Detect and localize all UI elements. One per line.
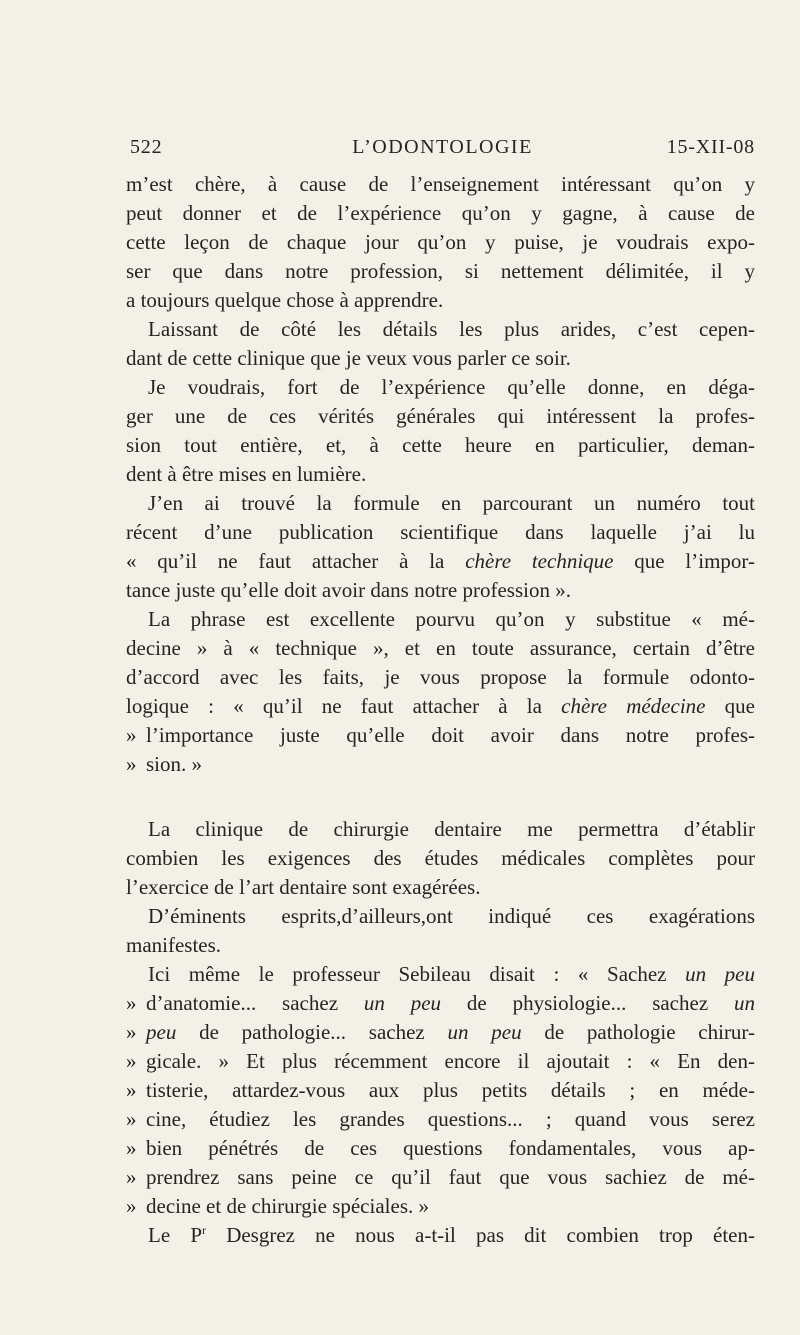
text-segment: decine et de chirurgie spéciales. » [146,1194,429,1218]
text-line: sion tout entière, et, à cette heure en particulier, deman- [126,433,755,457]
text-line: tance juste qu’elle doit avoir dans notre profession ». [126,578,571,602]
text-segment: cine, étudiez les grandes questions... ; quand vous serez [146,1107,755,1131]
text-line: J’en ai trouvé la formule en parcourant un numéro tout [148,491,755,515]
text-segment: que [705,694,755,718]
text-line [126,989,755,1018]
text-line: D’éminents esprits,d’ailleurs,ont indiqué ces exagérations [148,904,755,928]
text-segment: Le P [148,1223,203,1247]
superscript: r [202,1223,207,1237]
text-line: peut donner et de l’expérience qu’on y gagne, à cause de [126,201,755,225]
text-segment: de physiologie... sachez [441,991,734,1015]
text-segment: l’importance juste qu’elle doit avoir dans notre profes- [146,723,755,747]
text-segment: tisterie, attardez-vous aux plus petits détails ; en méde- [146,1078,755,1102]
text-segment: Ici même le professeur Sebileau disait : « Sachez [148,962,686,986]
italic-phrase: un peu [447,1020,522,1044]
paragraph [126,605,755,779]
text-segment: bien pénétrés de ces questions fondamentales, vous ap- [146,1136,755,1160]
text-line [126,1047,755,1076]
text-segment: de pathologie chirur- [521,1020,756,1044]
section-gap [126,779,755,815]
text-line [126,1105,755,1134]
text-line [126,721,755,750]
text-line: manifestes. [126,933,222,957]
issue-date: 15-XII-08 [666,136,755,158]
italic-phrase: un peu [685,962,755,986]
text-line [126,1076,755,1105]
paragraph [126,960,755,1221]
quote-mark: » [126,723,137,747]
text-line: dent à être mises en lumière. [126,462,367,486]
text-line: m’est chère, à cause de l’enseignement intéressant qu’on y [126,172,755,196]
text-line: a toujours quelque chose à apprendre. [126,288,444,312]
text-segment: logique : « qu’il ne faut attacher à la [126,694,562,718]
text-line: récent d’une publication scientifique dans laquelle j’ai lu [126,520,755,544]
page-number: 522 [130,136,163,158]
text-line: La phrase est excellente pourvu qu’on y substitue « mé- [148,607,755,631]
body-text [126,170,755,1250]
paragraph [126,1221,755,1250]
quote-mark: » [126,1020,137,1044]
text-segment: « qu’il ne faut attacher à la [126,549,466,573]
paragraph [126,902,755,960]
text-line: dant de cette clinique que je veux vous parler ce soir. [126,346,571,370]
text-line [126,1192,755,1221]
text-line [126,960,755,989]
text-line [126,1134,755,1163]
text-line: La clinique de chirurgie dentaire me permettra d’établir [148,817,755,841]
italic-phrase: chère médecine [561,694,706,718]
text-line: ger une de ces vérités générales qui intéressent la profes- [126,404,755,428]
quote-mark: » [126,991,137,1015]
paragraph [126,170,755,315]
text-line [126,1018,755,1047]
quote-mark: » [126,1078,137,1102]
text-line: decine » à « technique », et en toute assurance, certain d’être [126,636,755,660]
italic-phrase: un peu [363,991,442,1015]
quote-mark: » [126,1107,137,1131]
text-segment: que l’impor- [613,549,755,573]
paragraph [126,815,755,902]
paragraph [126,373,755,489]
text-line [126,1163,755,1192]
running-title: L’ODONTOLOGIE [352,136,533,158]
quote-mark: » [126,1049,137,1073]
text-line [126,547,755,576]
paragraph [126,489,755,605]
italic-phrase: chère technique [465,549,614,573]
text-segment: Desgrez ne nous a-t-il pas dit combien trop éten- [206,1223,755,1247]
quote-mark: » [126,752,137,776]
text-segment: prendrez sans peine ce qu’il faut que vous sachiez de mé- [146,1165,755,1189]
text-segment: gicale. » Et plus récemment encore il ajoutait : « En den- [146,1049,755,1073]
text-line: d’accord avec les faits, je vous propose la formule odonto- [126,665,755,689]
text-line: Laissant de côté les détails les plus arides, c’est cepen- [148,317,755,341]
paragraph [126,315,755,373]
text-segment: sion. » [146,752,203,776]
text-line: ser que dans notre profession, si nettement délimitée, il y [126,259,755,283]
text-line [126,692,755,721]
quote-mark: » [126,1136,137,1160]
italic-phrase: peu [146,1020,177,1044]
text-line: combien les exigences des études médicales complètes pour [126,846,755,870]
quote-mark: » [126,1194,137,1218]
text-line: cette leçon de chaque jour qu’on y puise, je voudrais expo- [126,230,755,254]
text-segment: d’anatomie... sachez [146,991,364,1015]
italic-phrase: un [734,991,755,1015]
page-header [130,136,755,166]
quote-mark: » [126,1165,137,1189]
text-line [126,1221,755,1250]
text-line [126,750,755,779]
text-segment: de pathologie... sachez [176,1020,448,1044]
text-line: Je voudrais, fort de l’expérience qu’elle donne, en déga- [148,375,755,399]
text-line: l’exercice de l’art dentaire sont exagérées. [126,875,481,899]
